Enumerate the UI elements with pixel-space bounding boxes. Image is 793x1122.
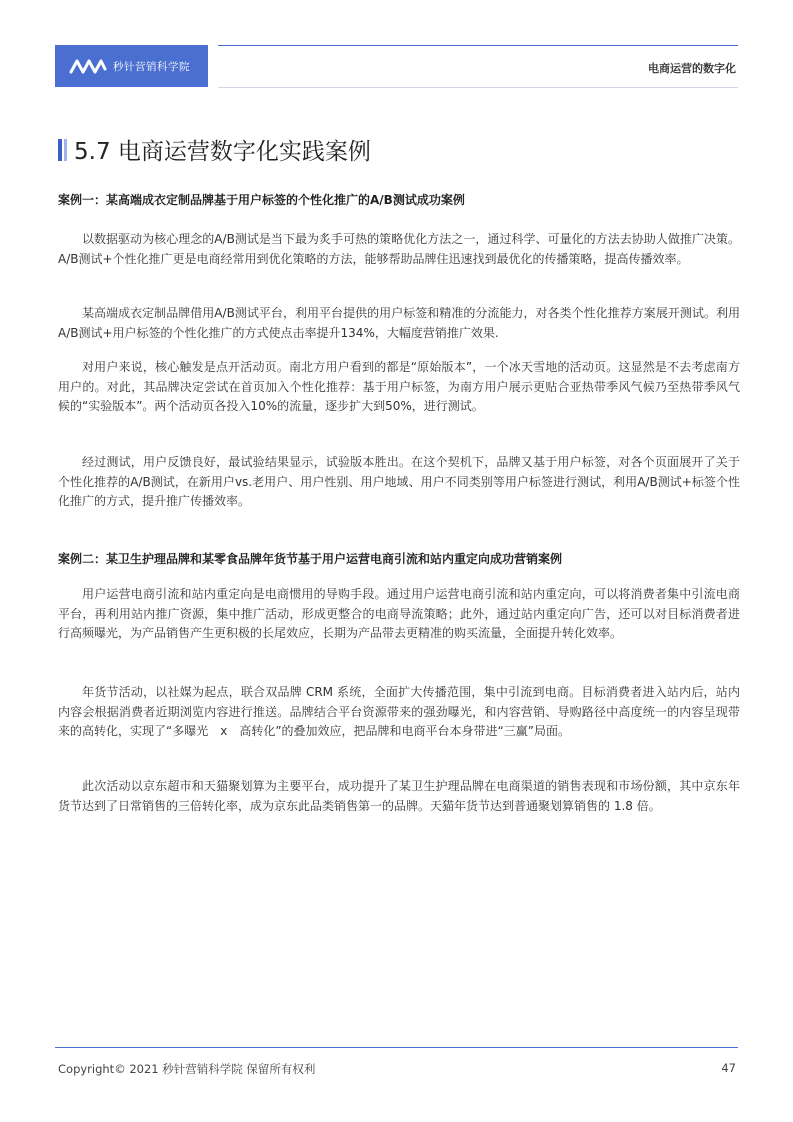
case2-paragraph-3: 此次活动以京东超市和天猫聚划算为主要平台，成功提升了某卫生护理品牌在电商渠道的销售表现和市场份额，其中京东年货节达到了日常销售的三倍转化率，成为京东此品类销售第一的品牌。天猫年货节达到普通聚划算销售的 1.8 倍。	[58, 779, 740, 813]
case1-title: 案例一：某高端成衣定制品牌基于用户标签的个性化推广的A/B测试成功案例	[58, 193, 465, 207]
case1-paragraph-2: 某高端成衣定制品牌借用A/B测试平台，利用平台提供的用户标签和精准的分流能力，对各类个性化推荐方案展开测试。利用A/B测试+用户标签的个性化推广的方式使点击率提升134%，大幅度营销推广效果.	[58, 306, 740, 340]
brand-logo	[55, 45, 208, 87]
heading-accent-bar	[58, 139, 62, 161]
section-heading-text: 5.7 电商运营数字化实践案例	[74, 139, 371, 165]
case2-paragraph-2: 年货节活动，以社媒为起点，联合双品牌 CRM 系统，全面扩大传播范围，集中引流到电商。目标消费者进入站内后，站内内容会根据消费者近期浏览内容进行推送。品牌结合平台资源带来的强劲曝光，和内容营销、导购路径中高度统一的内容呈现带来的高转化，实现了“多曝光 x 高转化”的叠加效应，把品牌和电商平台本身带进“三赢”局面。	[58, 685, 740, 738]
brand-name: 秒针营销科学院	[113, 60, 190, 73]
footer-divider	[55, 1047, 738, 1048]
brand-logo-icon	[69, 57, 107, 75]
case1-paragraph-3: 对用户来说，核心触发是点开活动页。南北方用户看到的都是“原始版本”，一个冰天雪地的活动页。这显然是不去考虑南方用户的。对此，其品牌决定尝试在首页加入个性化推荐：基于用户标签，为南方用户展示更贴合亚热带季风气候乃至热带季风气候的“实验版本”。两个活动页各投入10%的流量，逐步扩大到50%，进行测试。	[58, 360, 740, 413]
case1-paragraph-4: 经过测试，用户反馈良好，最试验结果显示，试验版本胜出。在这个契机下，品牌又基于用户标签，对各个页面展开了关于个性化推荐的A/B测试，在新用户vs.老用户、用户性别、用户地域、用户不同类别等用户标签进行测试，利用A/B测试+标签个性化推广的方式，提升推广传播效率。	[58, 455, 740, 508]
case1-paragraph-1: 以数据驱动为核心理念的A/B测试是当下最为炙手可热的策略优化方法之一，通过科学、可量化的方法去协助人做推广决策。A/B测试+个性化推广更是电商经常用到优化策略的方法，能够帮助品牌住迅速找到最优化的传播策略，提高传播效率。	[58, 232, 740, 266]
heading-accent-bar-light	[64, 139, 67, 161]
section-heading	[58, 133, 371, 166]
running-header-title: 电商运营的数字化	[648, 62, 736, 75]
header-underline	[218, 87, 738, 88]
case2-title: 案例二：某卫生护理品牌和某零食品牌年货节基于用户运营电商引流和站内重定向成功营销案例	[58, 552, 563, 566]
copyright-text: Copyright© 2021 秒针营销科学院 保留所有权利	[58, 1062, 316, 1076]
page-number: 47	[721, 1061, 736, 1075]
case2-paragraph-1: 用户运营电商引流和站内重定向是电商惯用的导购手段。通过用户运营电商引流和站内重定向，可以将消费者集中引流电商平台，再利用站内推广资源，集中推广活动，形成更整合的电商导流策略；此外，通过站内重定向广告，还可以对目标消费者进行高频曝光，为产品销售产生更积极的长尾效应，长期为产品带去更精准的购买流量，全面提升转化效率。	[58, 587, 740, 640]
header-divider	[218, 45, 738, 46]
